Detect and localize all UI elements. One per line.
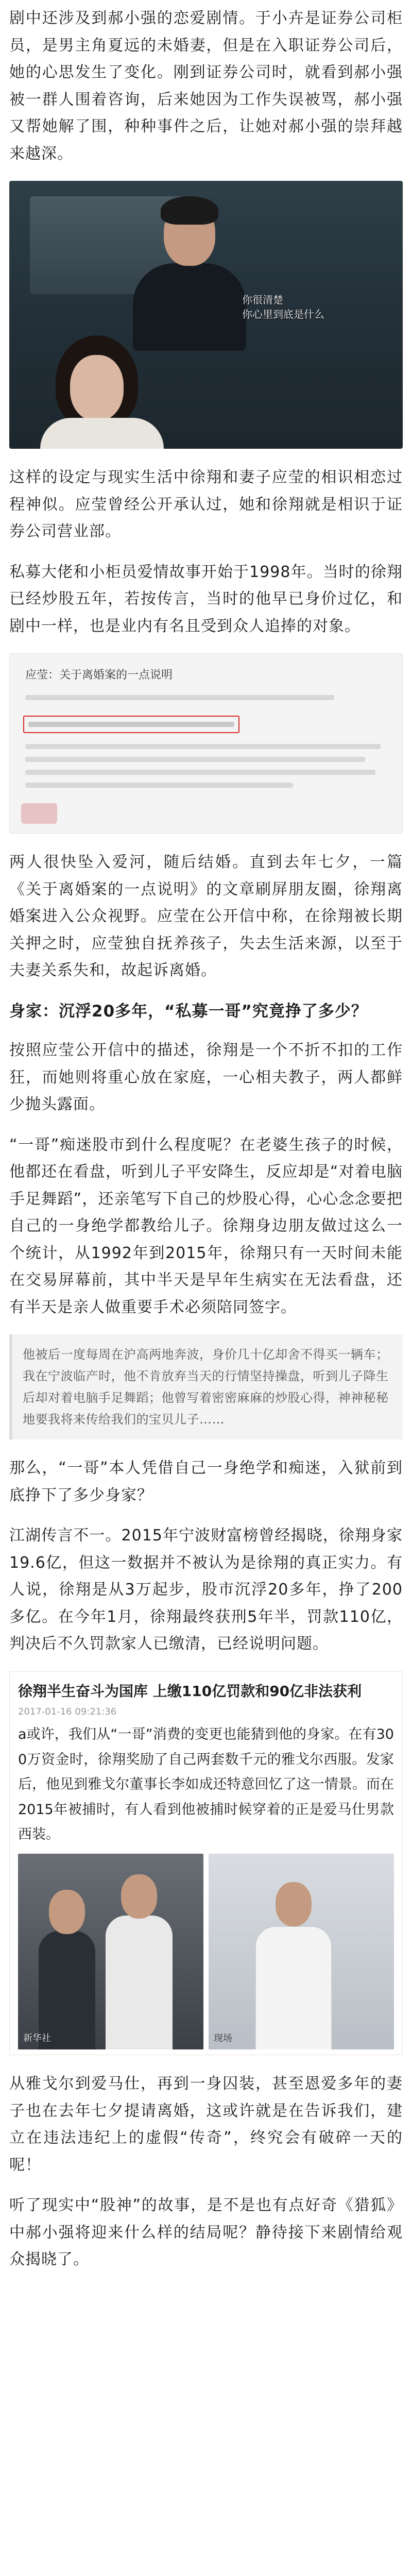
document-screenshot-image (9, 653, 403, 834)
female-actor-figure (40, 335, 164, 449)
paragraph-2: 这样的设定与现实生活中徐翔和妻子应莹的相识相恋过程神似。应莹曾经公开承认过，她和徐翔就是相识于证券公司营业部。 (9, 468, 403, 540)
paragraph-11: 听了现实中“股神”的故事，是不是也有点好奇《猎狐》中郝小强将迎来什么样的结局呢？静待接下来剧情给观众揭晓了。 (9, 2196, 403, 2269)
drama-still-image (9, 181, 403, 449)
news-photo-caption-right: 现场 (214, 2033, 232, 2044)
paragraph-10: 从雅戈尔到爱马仕，再到一身囚装，甚至恩爱多年的妻子也在去年七夕提请离婚，这或许就是在告诉我们，建立在违法违纪上的虚假“传奇”，终究会有破碎一天的呢！ (9, 2075, 403, 2174)
subtitle-bottom: 你心里到底是什么 (242, 308, 324, 320)
news-photo-row (18, 1854, 394, 2049)
news-screenshot (9, 1671, 403, 2055)
document-heading: 应莹：关于离婚案的一点说明 (25, 669, 173, 682)
paragraph-1: 剧中还涉及到郝小强的恋爱剧情。于小卉是证券公司柜员，是男主角夏远的未婚妻，但是在入职证券公司后，她的心思发生了变化。刚到证券公司时，就看到郝小强被一群人围着咨询，后来她因为工作失误被骂，郝小强又帮她解了围，种种事件之后，让她对郝小强的崇拜越来越深。 (9, 9, 403, 163)
male-actor-figure (128, 196, 251, 351)
news-photo-suit (209, 1854, 394, 2049)
stamp-icon (21, 803, 57, 824)
section-heading: 身家：沉浮20多年，“私募一哥”究竟挣了多少？ (9, 1002, 368, 1021)
paragraph-4: 两人很快坠入爱河，随后结婚。直到去年七夕，一篇《关于离婚案的一点说明》的文章刷屏朋友圈，徐翔离婚案进入公众视野。应莹在公开信中称，在徐翔被长期关押之时，应莹独自抚养孩子，失去生活来源，以至于夫妻关系失和，故起诉离婚。 (9, 853, 403, 979)
news-paragraph: a或许，我们从“一哥”消费的变更也能猜到他的身家。在有300万资金时，徐翔奖励了自己两套数千元的雅戈尔西服。发家后，他见到雅戈尔董事长李如成还特意回忆了这一情景。而在2015年被捕时，有人看到他被捕时候穿着的正是爱马仕男款西装。 (18, 1726, 394, 1843)
subtitle-top: 你很清楚 (242, 294, 283, 306)
news-date: 2017-01-16 09:21:36 (18, 1706, 117, 1718)
paragraph-5: 按照应莹公开信中的描述，徐翔是一个不折不扣的工作狂，而她则将重心放在家庭，一心相夫教子，两人都鲜少抛头露面。 (9, 1041, 403, 1114)
paragraph-6: “一哥”痴迷股市到什么程度呢？在老婆生孩子的时候，他都还在看盘，听到儿子平安降生，反应却是“对着电脑手足舞蹈”，还亲笔写下自己的炒股心得，心心念念要把自己的一身绝学都教给儿子。徐翔身边朋友做过这么一个统计，从1992年到2015年，徐翔只有一天时间未能在交易屏幕前，其中半天是早年生病实在无法看盘，还有半天是亲人做重要手术必须陪同签字。 (9, 1136, 403, 1316)
news-title: 徐翔半生奋斗为国库 上缴110亿罚款和90亿非法获利 (18, 1682, 362, 1700)
quote-block: 他被后一度每周在沪高两地奔波，身价几十亿却舍不得买一辆车；我在宁波临产时，他不肯放弃当天的行情坚持操盘，听到儿子降生后却对着电脑手足舞蹈；他曾写着密密麻麻的炒股心得，神神秘秘地要我将来传给我们的宝贝儿子…… (9, 1334, 403, 1439)
paragraph-3: 私募大佬和小柜员爱情故事开始于1998年。当时的徐翔已经炒股五年，若按传言，当时的他早已身价过亿，和剧中一样，也是业内有名且受到众人追捧的对象。 (9, 563, 403, 635)
paragraph-8: 江湖传言不一。2015年宁波财富榜曾经揭晓，徐翔身家19.6亿，但这一数据并不被认为是徐翔的真正实力。有人说，徐翔是从3万起步，股市沉浮20多年，挣了200多亿。在今年1月，徐翔最终获刑5年半，罚款110亿，判决后不久罚款家人已缴清，已经说明问题。 (9, 1527, 403, 1653)
news-photo-caption-left: 新华社 (23, 2033, 51, 2044)
paragraph-7: 那么，“一哥”本人凭借自己一身绝学和痴迷，入狱前到底挣下了多少身家？ (9, 1459, 403, 1504)
news-photo-escort (18, 1854, 203, 2049)
article (0, 5, 412, 2308)
